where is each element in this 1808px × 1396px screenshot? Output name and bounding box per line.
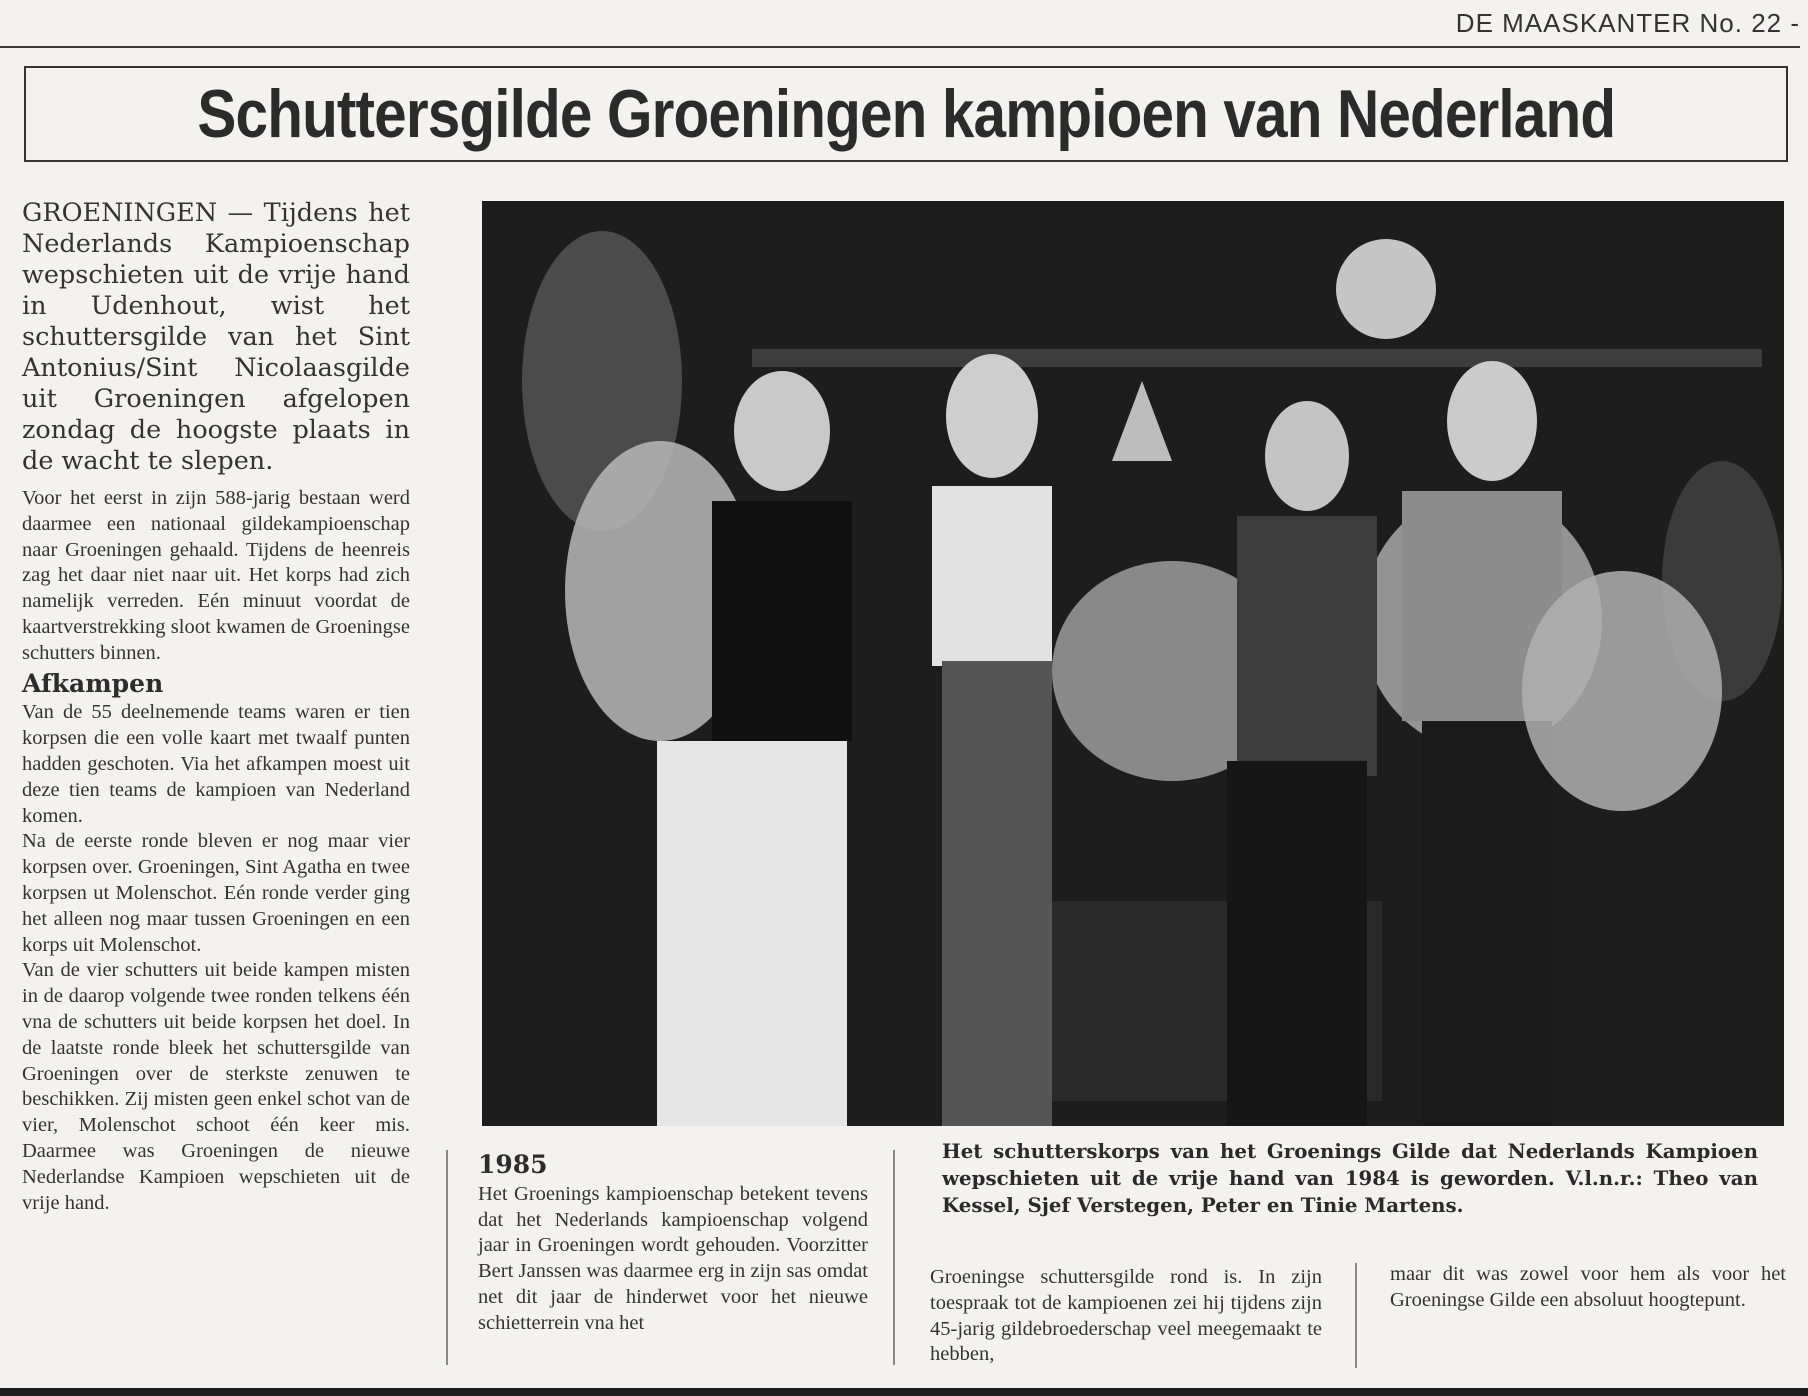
column-divider-1 — [446, 1150, 448, 1365]
column-1 — [22, 486, 410, 1216]
newspaper-name: DE MAASKANTER No. 22 - — [1455, 8, 1800, 38]
photo-caption: Het schutterskorps van het Groenings Gilde dat Nederlands Kampioen wepschieten uit de vrije hand van 1984 is geworden. V.l.n.r.: Theo van Kessel, Sjef Verstegen, Peter en Tinie Martens. — [942, 1139, 1758, 1217]
headline: Schuttersgilde Groeningen kampioen van Nederland — [197, 76, 1615, 152]
photo-illustration — [482, 201, 1784, 1126]
team-photo — [482, 201, 1784, 1126]
lead-text: GROENINGEN — Tijdens het Nederlands Kampioenschap wepschieten uit de vrije hand in Udenhout, wist het schuttersgilde van het Sint Antonius/Sint Nicolaasgilde uit Groeningen afgelopen zondag de hoogste plaats in de wacht te slepen. — [22, 198, 410, 476]
col1-paragraph-1: Voor het eerst in zijn 588-jarig bestaan werd daarmee een nationaal gildekampioenschap naar Groeningen gehaald. Tijdens de heenreis zag het daar niet naar uit. Het korps had zich namelijk verreden. Eén minuut voordat de kaartverstrekking sloot kwamen de Groeningse schutters binnen. — [22, 487, 410, 664]
col4-paragraph-1: maar dit was zowel voor hem als voor het Groeningse Gilde een absoluut hoogtepunt. — [1390, 1263, 1786, 1311]
column-2 — [478, 1152, 868, 1337]
col1-paragraph-3: Na de eerste ronde bleven er nog maar vier korpsen over. Groeningen, Sint Agatha en twee korpsen ut Molenschot. Eén ronde verder ging het alleen nog maar tussen Groeningen en een korps uit Molenschot. — [22, 830, 410, 956]
col1-paragraph-2: Van de 55 deelnemende teams waren er tien korpsen die een volle kaart met twaalf punten hadden geschoten. Via het afkampen moest uit deze tien teams de kampioen van Nederland komen. — [22, 701, 410, 827]
bottom-rule — [0, 1388, 1808, 1396]
column-divider-2 — [893, 1150, 895, 1365]
col3-paragraph-1: Groeningse schuttersgilde rond is. In zijn toespraak tot de kampioenen zei hij tijdens zijn 45-jarig gildebroederschap veel meegemaakt te hebben, — [930, 1266, 1322, 1366]
flower-bouquet-4 — [1522, 571, 1722, 811]
column-4 — [1390, 1262, 1786, 1314]
lamp-icon — [1336, 239, 1436, 339]
col1-paragraph-4: Van de vier schutters uit beide kampen misten in de daarop volgende twee ronden telkens één vna de schutters uit beide korpsen het doel. In de laatste ronde bleek het schuttersgilde van Groeningen over de sterkste zenuwen te beschikken. Zij misten geen enkel schot van de vier, Molenschot schoot één keer mis. Daarmee was Groeningen de nieuwe Nederlandse Kampioen wepschieten uit de vrije hand. — [22, 959, 410, 1214]
subhead-afkampen: Afkampen — [22, 668, 164, 698]
top-rule — [0, 46, 1800, 48]
headline-box — [24, 66, 1788, 162]
lead-paragraph — [22, 198, 410, 477]
subhead-1985: 1985 — [478, 1150, 548, 1179]
col2-paragraph-1: Het Groenings kampioenschap betekent tevens dat het Nederlands kampioenschap volgend jaar in Groeningen wordt gehouden. Voorzitter Bert Janssen was daarmee erg in zijn sas omdat net dit jaar de hinderwet voor het nieuwe schietterrein vna het — [478, 1182, 868, 1334]
column-divider-3 — [1355, 1263, 1357, 1368]
column-3 — [930, 1265, 1322, 1368]
